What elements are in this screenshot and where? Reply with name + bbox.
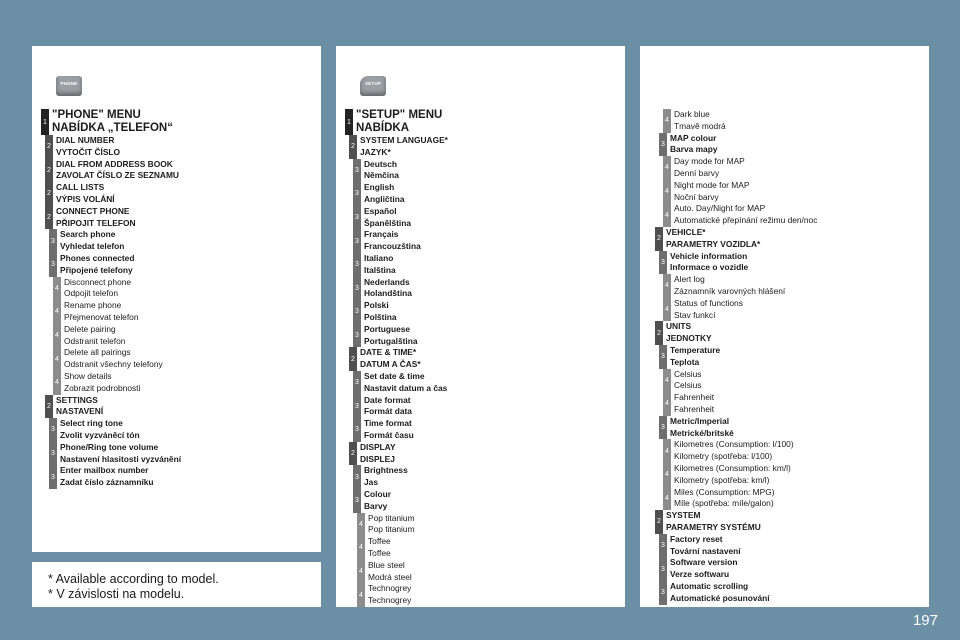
level-badge: 3 <box>659 133 667 157</box>
entry-text <box>670 133 718 157</box>
footnote-2: * V závislosti na modelu. <box>48 587 185 601</box>
entry-label-en: Phone/Ring tone volume <box>60 441 159 452</box>
level-badge: 3 <box>353 300 361 324</box>
entry-label-en: Dark blue <box>674 109 710 119</box>
entry-text <box>364 371 447 395</box>
entry-label-cz: NABÍDKA „TELEFON“ <box>52 122 173 134</box>
entry-text <box>364 465 408 489</box>
entry-label-en: DIAL FROM ADDRESS BOOK <box>56 158 173 169</box>
entry-label-cz: Připojené telefony <box>60 264 133 275</box>
entry-label-cz: Francouzština <box>364 241 421 252</box>
entry-text <box>670 581 770 605</box>
entry-label-en: Technogrey <box>368 583 412 594</box>
entry-label-cz: Noční barvy <box>674 191 719 202</box>
entry-label-cz: Tmavě modrá <box>674 120 726 131</box>
level-badge: 2 <box>45 159 53 183</box>
entry-label-en: CONNECT PHONE <box>56 205 130 216</box>
entry-text <box>360 135 448 159</box>
entry-label-cz: DISPLEJ <box>360 453 395 464</box>
entry-label-cz: Španělština <box>364 217 412 228</box>
entry-label-en: DIAL NUMBER <box>56 135 115 145</box>
entry-label-cz: Modrá steel <box>368 571 412 582</box>
level-badge: 4 <box>357 583 365 607</box>
entry-label-en: Delete pairing <box>64 323 116 334</box>
entry-label-cz: Stav funkcí <box>674 309 716 320</box>
entry-label-en: VEHICLE* <box>666 227 706 237</box>
entry-label-cz: Pop titanium <box>368 524 415 535</box>
level-badge: 4 <box>53 277 61 301</box>
level-badge: 4 <box>53 347 61 371</box>
level-badge: 3 <box>659 251 667 275</box>
level-badge: 4 <box>663 439 671 463</box>
level-badge: 3 <box>353 253 361 277</box>
entry-text <box>364 253 396 277</box>
entry-label-cz: PŘIPOJIT TELEFON <box>56 217 136 228</box>
entry-label-cz: Verze softwaru <box>670 569 730 580</box>
entry-label-en: Search phone <box>60 229 116 240</box>
entry-text <box>56 206 136 230</box>
entry-label-en: Blue steel <box>368 559 405 570</box>
entry-label-cz: Tovární nastavení <box>670 545 741 556</box>
level-badge: 4 <box>663 298 671 322</box>
entry-text <box>368 560 412 584</box>
level-badge: 3 <box>353 324 361 348</box>
level-badge: 4 <box>663 203 671 227</box>
entry-text <box>364 206 411 230</box>
entry-text <box>56 135 120 159</box>
entry-label-en: SYSTEM LANGUAGE* <box>360 135 448 145</box>
entry-label-en: Toffee <box>368 536 391 547</box>
entry-text <box>674 298 743 322</box>
entry-text <box>666 321 712 345</box>
level-badge: 3 <box>49 418 57 442</box>
level-badge: 3 <box>659 345 667 369</box>
entry-label-cz: Denní barvy <box>674 167 720 178</box>
level-badge: 2 <box>655 321 663 345</box>
footnotes-box <box>32 562 321 607</box>
entry-label-en: "SETUP" MENU <box>356 109 443 121</box>
entry-label-cz: Odpojit telefon <box>64 288 119 299</box>
entry-label-en: Auto. Day/Night for MAP <box>674 203 766 214</box>
entry-label-cz: Automatické přepínání režimu den/noc <box>674 215 818 226</box>
entry-text <box>364 229 421 253</box>
entry-label-en: Show details <box>64 371 112 381</box>
entry-label-cz: Celsius <box>674 380 702 391</box>
entry-label-cz: Nastavit datum a čas <box>364 382 448 393</box>
entry-text <box>670 416 734 440</box>
level-badge: 1 <box>345 109 353 135</box>
entry-label-en: Fahrenheit <box>674 392 715 403</box>
entry-label-en: Night mode for MAP <box>674 179 750 190</box>
entry-label-cz: PARAMETRY VOZIDLA* <box>666 238 761 249</box>
entry-label-cz: Italština <box>364 264 396 275</box>
level-badge: 3 <box>353 395 361 419</box>
entry-label-cz: Formát data <box>364 406 412 417</box>
entry-text <box>670 251 748 275</box>
level-badge: 3 <box>353 465 361 489</box>
entry-label-en: CALL LISTS <box>56 182 105 193</box>
level-badge: 4 <box>357 513 365 537</box>
entry-label-en: Deutsch <box>364 158 398 169</box>
entry-label-cz: Polština <box>364 311 397 322</box>
level-badge: 3 <box>353 371 361 395</box>
entry-label-cz: Automatické posunování <box>670 592 770 603</box>
level-badge: 4 <box>53 300 61 324</box>
entry-label-en: "PHONE" MENU <box>52 109 141 121</box>
entry-text <box>364 159 399 183</box>
entry-label-cz: Nastavení hlasitosti vyzvánění <box>60 453 182 464</box>
entry-label-en: Delete all pairings <box>64 347 131 358</box>
entry-text <box>674 369 701 393</box>
level-badge: 3 <box>353 229 361 253</box>
entry-text <box>356 109 442 135</box>
entry-label-en: Pop titanium <box>368 512 415 523</box>
entry-label-en: Rename phone <box>64 300 122 311</box>
level-badge: 4 <box>663 369 671 393</box>
entry-label-en: Day mode for MAP <box>674 156 745 167</box>
page-number: 197 <box>912 612 938 629</box>
entry-label-cz: Technogrey <box>368 595 412 606</box>
entry-text <box>60 465 154 489</box>
entry-label-en: Phones connected <box>60 253 135 263</box>
entry-label-en: SETTINGS <box>56 394 98 405</box>
entry-text <box>364 300 397 324</box>
level-badge: 2 <box>45 395 53 419</box>
entry-text <box>364 182 404 206</box>
entry-label-en: Colour <box>364 489 391 499</box>
phone-button-icon: PHONE <box>56 76 82 96</box>
entry-label-en: DATE & TIME* <box>360 347 417 358</box>
entry-label-en: Français <box>364 229 399 240</box>
entry-label-cz: Barva mapy <box>670 144 718 155</box>
entry-label-en: Metric/Imperial <box>670 415 730 426</box>
entry-text <box>364 395 412 419</box>
entry-text <box>60 418 140 442</box>
level-badge: 4 <box>663 274 671 298</box>
level-badge: 2 <box>655 227 663 251</box>
entry-label-en: Celsius <box>674 368 702 379</box>
entry-text <box>368 536 391 560</box>
entry-label-en: Disconnect phone <box>64 276 132 287</box>
entry-label-cz: VYTOČIT ČÍSLO <box>56 146 121 157</box>
level-badge: 3 <box>353 206 361 230</box>
entry-text <box>674 487 775 511</box>
entry-text <box>674 439 794 463</box>
entry-label-cz: PARAMETRY SYSTÉMU <box>666 521 761 532</box>
entry-label-cz: Fahrenheit <box>674 403 715 414</box>
entry-text <box>666 510 761 534</box>
level-badge: 4 <box>663 463 671 487</box>
entry-label-cz: NABÍDKA <box>356 122 410 134</box>
entry-text <box>364 324 418 348</box>
level-badge: 4 <box>357 560 365 584</box>
level-badge: 3 <box>49 253 57 277</box>
entry-label-en: Automatic scrolling <box>670 581 749 591</box>
entry-label-en: Polski <box>364 300 389 311</box>
level-badge: 1 <box>41 109 49 135</box>
entry-text <box>64 371 140 395</box>
entry-label-cz: Teplota <box>670 356 700 367</box>
entry-text <box>674 463 791 487</box>
level-badge: 2 <box>45 135 53 159</box>
level-badge: 4 <box>663 392 671 416</box>
entry-label-en: Kilometres (Consumption: l/100) <box>674 439 794 450</box>
entry-label-cz: JAZYK* <box>360 146 391 157</box>
entry-text <box>674 156 745 180</box>
entry-label-cz: Míle (spotřeba: míle/galon) <box>674 498 774 509</box>
entry-label-cz: Odstranit telefon <box>64 335 126 346</box>
level-badge: 4 <box>663 180 671 204</box>
entry-text <box>674 203 817 227</box>
entry-label-en: Temperature <box>670 345 721 355</box>
entry-label-en: UNITS <box>666 321 692 332</box>
entry-text <box>674 392 714 416</box>
entry-text <box>674 180 749 204</box>
entry-text <box>360 442 396 466</box>
entry-label-cz: Toffee <box>368 547 391 558</box>
entry-text <box>670 534 741 558</box>
entry-label-en: Miles (Consumption: MPG) <box>674 486 775 497</box>
entry-label-en: Brightness <box>364 465 408 476</box>
level-badge: 4 <box>663 487 671 511</box>
entry-label-cz: Odstranit všechny telefony <box>64 359 163 370</box>
entry-label-en: Select ring tone <box>60 418 123 429</box>
entry-label-cz: NASTAVENÍ <box>56 406 104 417</box>
level-badge: 3 <box>49 442 57 466</box>
entry-label-en: Software version <box>670 557 738 568</box>
level-badge: 3 <box>353 418 361 442</box>
entry-text <box>60 253 134 277</box>
entry-label-cz: Portugalština <box>364 335 418 346</box>
entry-text <box>60 442 181 466</box>
entry-text <box>674 274 785 298</box>
entry-label-cz: DATUM A ČAS* <box>360 359 421 370</box>
level-badge: 3 <box>659 416 667 440</box>
footnote-1: * Available according to model. <box>48 572 219 586</box>
entry-text <box>364 277 412 301</box>
entry-label-cz: Zvolit vyzváněcí tón <box>60 429 140 440</box>
entry-label-en: Status of functions <box>674 297 743 308</box>
entry-label-cz: Přejmenovat telefon <box>64 311 139 322</box>
entry-text <box>360 347 421 371</box>
entry-label-en: Portuguese <box>364 323 411 334</box>
entry-label-en: MAP colour <box>670 132 717 143</box>
entry-label-en: Vehicle information <box>670 250 748 261</box>
level-badge: 2 <box>349 135 357 159</box>
entry-label-cz: Barvy <box>364 500 388 511</box>
level-badge: 2 <box>349 347 357 371</box>
level-badge: 4 <box>663 156 671 180</box>
level-badge: 3 <box>353 489 361 513</box>
entry-label-cz: Němčina <box>364 170 399 181</box>
entry-text <box>364 418 414 442</box>
entry-text <box>670 345 720 369</box>
entry-label-en: Date format <box>364 394 411 405</box>
entry-label-en: Español <box>364 205 397 216</box>
entry-label-en: Enter mailbox number <box>60 465 149 476</box>
entry-text <box>364 489 391 513</box>
entry-label-cz: Angličtina <box>364 193 405 204</box>
entry-text <box>56 159 179 183</box>
entry-label-cz: Jas <box>364 477 378 488</box>
level-badge: 2 <box>45 182 53 206</box>
level-badge: 3 <box>659 581 667 605</box>
entry-text <box>674 109 726 133</box>
entry-text <box>64 300 139 324</box>
level-badge: 2 <box>45 206 53 230</box>
entry-label-en: Kilometres (Consumption: km/l) <box>674 463 791 473</box>
entry-text <box>56 395 103 419</box>
entry-label-cz: JEDNOTKY <box>666 333 712 344</box>
level-badge: 3 <box>353 159 361 183</box>
entry-text <box>56 182 115 206</box>
entry-label-en: Italiano <box>364 253 394 263</box>
entry-text <box>368 513 415 537</box>
entry-label-en: Set date & time <box>364 371 425 381</box>
level-badge: 3 <box>49 229 57 253</box>
entry-label-cz: Kilometry (spotřeba: l/100) <box>674 451 773 462</box>
setup-button-icon: SETUP <box>360 76 386 96</box>
entry-text <box>670 557 738 581</box>
entry-label-cz: Zadat číslo záznamníku <box>60 477 154 488</box>
entry-label-cz: Vyhledat telefon <box>60 241 125 252</box>
level-badge: 2 <box>349 442 357 466</box>
level-badge: 4 <box>357 536 365 560</box>
level-badge: 3 <box>659 557 667 581</box>
level-badge: 4 <box>53 371 61 395</box>
entry-text <box>60 229 124 253</box>
level-badge: 3 <box>353 277 361 301</box>
level-badge: 3 <box>659 534 667 558</box>
entry-text <box>52 109 173 135</box>
entry-text <box>64 277 131 301</box>
entry-label-en: Time format <box>364 418 412 429</box>
level-badge: 2 <box>655 510 663 534</box>
entry-label-en: English <box>364 182 395 193</box>
level-badge: 4 <box>663 109 671 133</box>
entry-label-cz: Informace o vozidle <box>670 262 749 273</box>
entry-label-en: Factory reset <box>670 533 723 544</box>
entry-label-en: DISPLAY <box>360 441 396 452</box>
entry-label-cz: VÝPIS VOLÁNÍ <box>56 193 115 204</box>
entry-text <box>666 227 760 251</box>
entry-label-cz: Formát času <box>364 429 414 440</box>
entry-label-cz: Zobrazit podrobnosti <box>64 382 141 393</box>
entry-label-en: SYSTEM <box>666 510 701 521</box>
level-badge: 3 <box>49 465 57 489</box>
entry-text <box>368 583 411 607</box>
level-badge: 3 <box>353 182 361 206</box>
entry-label-cz: ZAVOLAT ČÍSLO ZE SEZNAMU <box>56 170 179 181</box>
entry-text <box>64 324 125 348</box>
entry-label-cz: Záznamník varovných hlášení <box>674 285 786 296</box>
entry-label-cz: Metrické/britské <box>670 427 734 438</box>
entry-label-en: Nederlands <box>364 276 410 287</box>
entry-label-cz: Kilometry (spotřeba: km/l) <box>674 474 770 485</box>
entry-label-cz: Holandština <box>364 288 412 299</box>
entry-label-en: Alert log <box>674 274 705 285</box>
entry-text <box>64 347 163 371</box>
level-badge: 4 <box>53 324 61 348</box>
